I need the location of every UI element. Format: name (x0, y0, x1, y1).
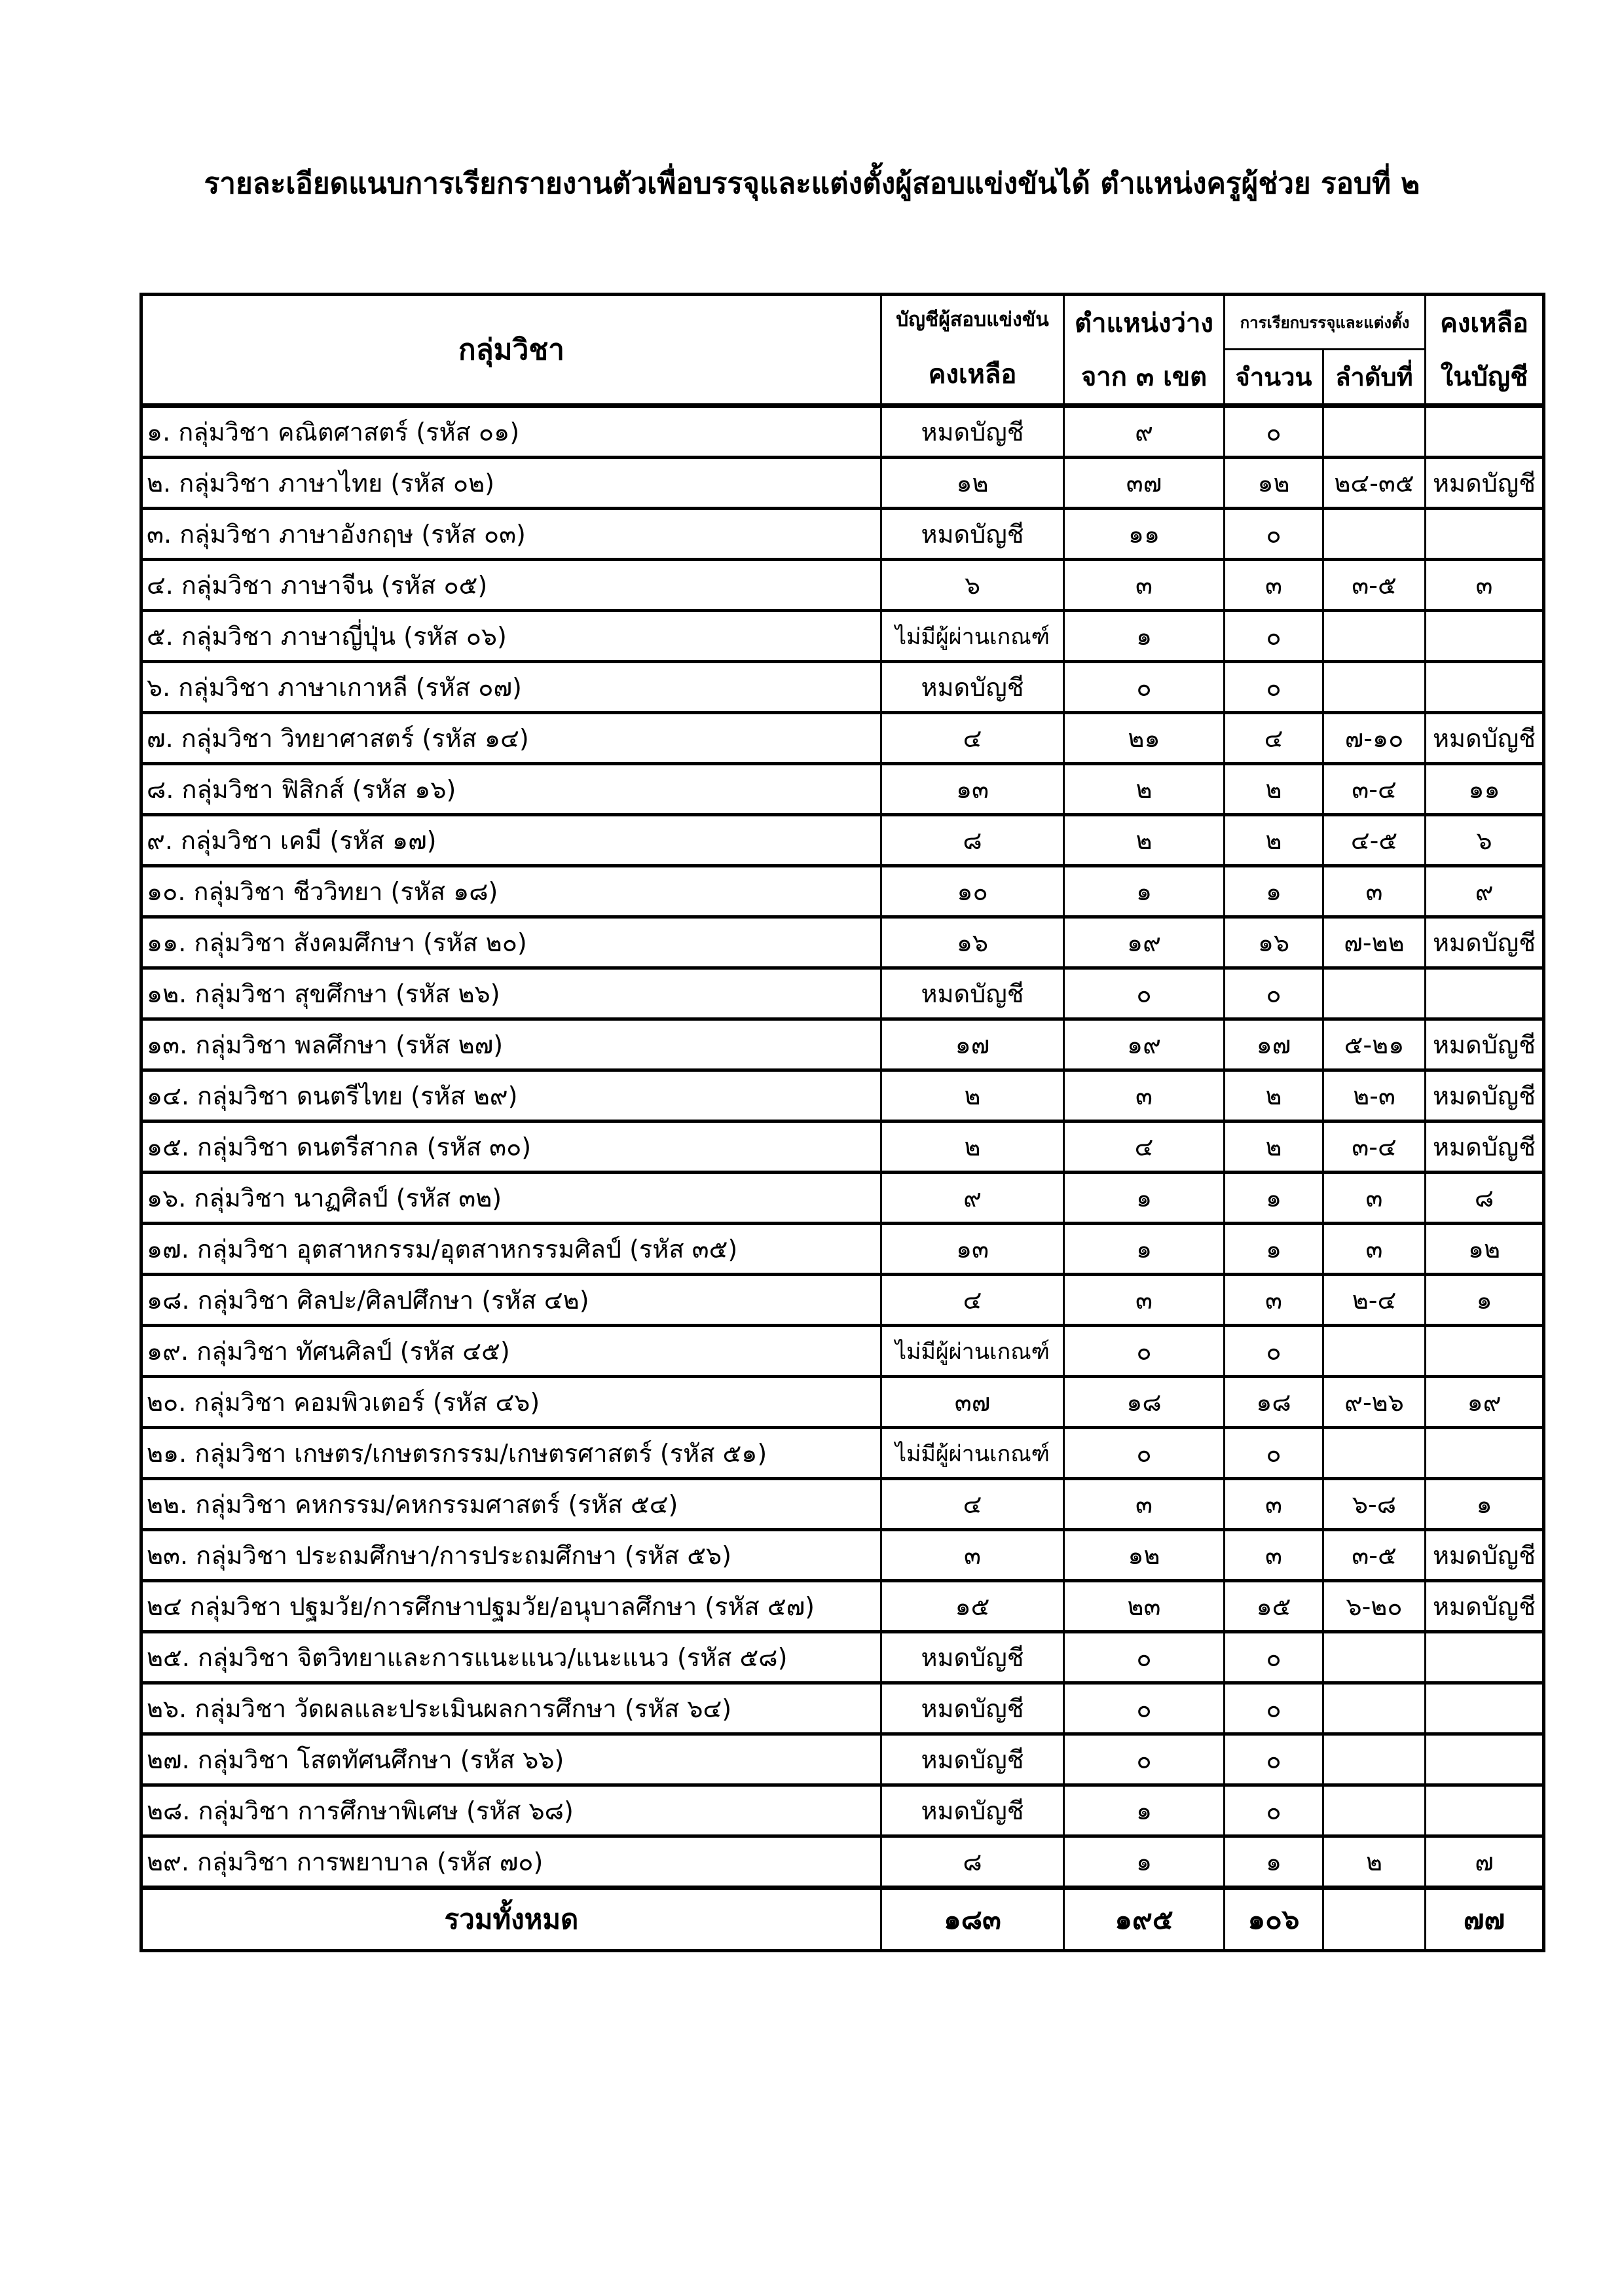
cell-order: ๒๔-๓๕ (1323, 458, 1426, 509)
table-header (141, 295, 1544, 406)
cell-vacant: ๐ (1064, 1632, 1225, 1683)
table-row (141, 1275, 1544, 1326)
cell-order: ๒-๓ (1323, 1070, 1426, 1121)
cell-count: ๐ (1225, 406, 1323, 458)
total-row (141, 1888, 1544, 1951)
cell-remaining: หมดบัญชี (1426, 1581, 1544, 1632)
cell-order (1323, 1632, 1426, 1683)
cell-order (1323, 611, 1426, 662)
cell-vacant: ๐ (1064, 1428, 1225, 1479)
cell-subject: ๒๗. กลุ่มวิชา โสตทัศนศึกษา (รหัส ๖๖) (141, 1734, 881, 1785)
cell-list-remaining: หมดบัญชี (881, 406, 1064, 458)
cell-remaining (1426, 406, 1544, 458)
cell-list-remaining: ๑๖ (881, 917, 1064, 968)
table-row (141, 662, 1544, 713)
table-row (141, 1734, 1544, 1785)
cell-order: ๖-๒๐ (1323, 1581, 1426, 1632)
cell-count: ๓ (1225, 560, 1323, 611)
cell-remaining (1426, 968, 1544, 1019)
table-row (141, 1326, 1544, 1377)
header-vacant-line1: ตำแหน่งว่าง (1075, 308, 1213, 338)
table-row (141, 866, 1544, 917)
cell-list-remaining: ๘ (881, 815, 1064, 866)
cell-list-remaining: ๑๓ (881, 1224, 1064, 1275)
cell-remaining (1426, 662, 1544, 713)
cell-list-remaining: หมดบัญชี (881, 1632, 1064, 1683)
table-row (141, 458, 1544, 509)
cell-order: ๓ (1323, 866, 1426, 917)
table-row (141, 1121, 1544, 1173)
cell-count: ๐ (1225, 611, 1323, 662)
cell-vacant: ๐ (1064, 968, 1225, 1019)
cell-remaining (1426, 1428, 1544, 1479)
cell-vacant: ๔ (1064, 1121, 1225, 1173)
table-row (141, 1836, 1544, 1888)
cell-vacant: ๑ (1064, 1785, 1225, 1836)
cell-subject: ๑๐. กลุ่มวิชา ชีววิทยา (รหัส ๑๘) (141, 866, 881, 917)
cell-vacant: ๐ (1064, 662, 1225, 713)
cell-remaining: หมดบัญชี (1426, 1070, 1544, 1121)
cell-order (1323, 968, 1426, 1019)
table-row (141, 1683, 1544, 1734)
cell-remaining (1426, 611, 1544, 662)
cell-order: ๖-๘ (1323, 1479, 1426, 1530)
cell-remaining: หมดบัญชี (1426, 1019, 1544, 1070)
table-row (141, 815, 1544, 866)
header-remaining-line2: ในบัญชี (1440, 362, 1528, 392)
cell-count: ๒ (1225, 1070, 1323, 1121)
header-subject: กลุ่มวิชา (141, 295, 881, 406)
header-vacant (1064, 295, 1225, 406)
table-row (141, 1530, 1544, 1581)
cell-subject: ๑๓. กลุ่มวิชา พลศึกษา (รหัส ๒๗) (141, 1019, 881, 1070)
cell-vacant: ๒ (1064, 764, 1225, 815)
cell-vacant: ๓ (1064, 1070, 1225, 1121)
cell-subject: ๒๓. กลุ่มวิชา ประถมศึกษา/การประถมศึกษา (รหัส ๕๖) (141, 1530, 881, 1581)
cell-vacant: ๑ (1064, 1224, 1225, 1275)
cell-remaining: ๓ (1426, 560, 1544, 611)
cell-count: ๐ (1225, 1683, 1323, 1734)
cell-vacant: ๒๓ (1064, 1581, 1225, 1632)
page-title: รายละเอียดแนบการเรียกรายงานตัวเพื่อบรรจุและแต่งตั้งผู้สอบแข่งขันได้ ตำแหน่งครูผู้ช่วย รอบที่ ๒ (204, 167, 1420, 200)
cell-count: ๑ (1225, 1836, 1323, 1888)
cell-list-remaining: ไม่มีผู้ผ่านเกณฑ์ (881, 611, 1064, 662)
cell-vacant: ๑๘ (1064, 1377, 1225, 1428)
cell-order: ๗-๑๐ (1323, 713, 1426, 764)
cell-remaining (1426, 1326, 1544, 1377)
recruitment-table (139, 293, 1545, 1952)
cell-count: ๐ (1225, 662, 1323, 713)
cell-count: ๓ (1225, 1275, 1323, 1326)
table-row (141, 764, 1544, 815)
header-list-remaining-line2: คงเหลือ (928, 359, 1017, 390)
cell-list-remaining: หมดบัญชี (881, 509, 1064, 560)
cell-vacant: ๑๑ (1064, 509, 1225, 560)
cell-order: ๙-๒๖ (1323, 1377, 1426, 1428)
cell-list-remaining: ไม่มีผู้ผ่านเกณฑ์ (881, 1326, 1064, 1377)
total-count: ๑๐๖ (1225, 1888, 1323, 1951)
cell-list-remaining: ๑๕ (881, 1581, 1064, 1632)
table-row (141, 968, 1544, 1019)
cell-list-remaining: ๓๗ (881, 1377, 1064, 1428)
cell-remaining: หมดบัญชี (1426, 458, 1544, 509)
cell-vacant: ๑๙ (1064, 917, 1225, 968)
cell-vacant: ๑ (1064, 1836, 1225, 1888)
total-list-remaining: ๑๘๓ (881, 1888, 1064, 1951)
cell-order (1323, 1326, 1426, 1377)
cell-remaining: ๘ (1426, 1173, 1544, 1224)
cell-subject: ๑๕. กลุ่มวิชา ดนตรีสากล (รหัส ๓๐) (141, 1121, 881, 1173)
cell-remaining: หมดบัญชี (1426, 1121, 1544, 1173)
cell-list-remaining: ๒ (881, 1121, 1064, 1173)
cell-vacant: ๐ (1064, 1683, 1225, 1734)
cell-subject: ๒๖. กลุ่มวิชา วัดผลและประเมินผลการศึกษา (รหัส ๖๔) (141, 1683, 881, 1734)
cell-order: ๓-๕ (1323, 1530, 1426, 1581)
cell-remaining: ๖ (1426, 815, 1544, 866)
cell-count: ๒ (1225, 815, 1323, 866)
header-remaining-line1: คงเหลือ (1440, 308, 1528, 338)
cell-order: ๓-๔ (1323, 764, 1426, 815)
cell-list-remaining: ๔ (881, 1275, 1064, 1326)
cell-list-remaining: ๑๒ (881, 458, 1064, 509)
cell-order: ๓-๔ (1323, 1121, 1426, 1173)
cell-count: ๐ (1225, 1632, 1323, 1683)
cell-vacant: ๑๒ (1064, 1530, 1225, 1581)
cell-remaining: ๗ (1426, 1836, 1544, 1888)
cell-remaining: หมดบัญชี (1426, 1530, 1544, 1581)
cell-count: ๒ (1225, 1121, 1323, 1173)
cell-order: ๓-๕ (1323, 560, 1426, 611)
cell-list-remaining: ไม่มีผู้ผ่านเกณฑ์ (881, 1428, 1064, 1479)
cell-remaining (1426, 1785, 1544, 1836)
total-label: รวมทั้งหมด (141, 1888, 881, 1951)
cell-order (1323, 1683, 1426, 1734)
cell-count: ๒ (1225, 764, 1323, 815)
cell-vacant: ๒ (1064, 815, 1225, 866)
cell-list-remaining: หมดบัญชี (881, 1785, 1064, 1836)
cell-count: ๓ (1225, 1479, 1323, 1530)
cell-list-remaining: ๙ (881, 1173, 1064, 1224)
cell-remaining: ๑ (1426, 1275, 1544, 1326)
cell-remaining (1426, 1632, 1544, 1683)
cell-list-remaining: ๒ (881, 1070, 1064, 1121)
cell-list-remaining: ๑๓ (881, 764, 1064, 815)
cell-subject: ๕. กลุ่มวิชา ภาษาญี่ปุ่น (รหัส ๐๖) (141, 611, 881, 662)
table-row (141, 560, 1544, 611)
table-row (141, 1173, 1544, 1224)
cell-count: ๑๒ (1225, 458, 1323, 509)
cell-subject: ๑๗. กลุ่มวิชา อุตสาหกรรม/อุตสาหกรรมศิลป์ (รหัส ๓๕) (141, 1224, 881, 1275)
cell-count: ๓ (1225, 1530, 1323, 1581)
cell-order: ๒ (1323, 1836, 1426, 1888)
header-appointment-order: ลำดับที่ (1323, 350, 1426, 406)
cell-subject: ๗. กลุ่มวิชา วิทยาศาสตร์ (รหัส ๑๔) (141, 713, 881, 764)
cell-count: ๐ (1225, 968, 1323, 1019)
cell-subject: ๘. กลุ่มวิชา ฟิสิกส์ (รหัส ๑๖) (141, 764, 881, 815)
cell-remaining (1426, 509, 1544, 560)
cell-count: ๑ (1225, 1224, 1323, 1275)
cell-order (1323, 1734, 1426, 1785)
table-row (141, 1377, 1544, 1428)
cell-count: ๑๗ (1225, 1019, 1323, 1070)
cell-vacant: ๒๑ (1064, 713, 1225, 764)
total-vacant: ๑๙๕ (1064, 1888, 1225, 1951)
cell-subject: ๔. กลุ่มวิชา ภาษาจีน (รหัส ๐๕) (141, 560, 881, 611)
total-order (1323, 1888, 1426, 1951)
cell-count: ๐ (1225, 1428, 1323, 1479)
cell-list-remaining: หมดบัญชี (881, 968, 1064, 1019)
cell-remaining (1426, 1683, 1544, 1734)
cell-vacant: ๓ (1064, 1275, 1225, 1326)
cell-vacant: ๑ (1064, 611, 1225, 662)
table-row (141, 1224, 1544, 1275)
table-row (141, 1428, 1544, 1479)
cell-count: ๑๖ (1225, 917, 1323, 968)
cell-subject: ๑๒. กลุ่มวิชา สุขศึกษา (รหัส ๒๖) (141, 968, 881, 1019)
cell-count: ๐ (1225, 1734, 1323, 1785)
cell-subject: ๒๕. กลุ่มวิชา จิตวิทยาและการแนะแนว/แนะแนว (รหัส ๕๘) (141, 1632, 881, 1683)
table-row (141, 1479, 1544, 1530)
header-list-remaining (881, 295, 1064, 406)
cell-vacant: ๓๗ (1064, 458, 1225, 509)
cell-remaining: ๙ (1426, 866, 1544, 917)
cell-subject: ๓. กลุ่มวิชา ภาษาอังกฤษ (รหัส ๐๓) (141, 509, 881, 560)
cell-subject: ๑๙. กลุ่มวิชา ทัศนศิลป์ (รหัส ๔๕) (141, 1326, 881, 1377)
cell-count: ๑ (1225, 866, 1323, 917)
cell-order: ๕-๒๑ (1323, 1019, 1426, 1070)
cell-vacant: ๐ (1064, 1326, 1225, 1377)
table-row (141, 1785, 1544, 1836)
cell-subject: ๙. กลุ่มวิชา เคมี (รหัส ๑๗) (141, 815, 881, 866)
cell-vacant: ๑ (1064, 1173, 1225, 1224)
cell-subject: ๒๙. กลุ่มวิชา การพยาบาล (รหัส ๗๐) (141, 1836, 881, 1888)
total-remaining: ๗๗ (1426, 1888, 1544, 1951)
cell-remaining: ๑ (1426, 1479, 1544, 1530)
cell-subject: ๒๒. กลุ่มวิชา คหกรรม/คหกรรมศาสตร์ (รหัส ๕๔) (141, 1479, 881, 1530)
cell-count: ๐ (1225, 1785, 1323, 1836)
cell-subject: ๑๖. กลุ่มวิชา นาฏศิลป์ (รหัส ๓๒) (141, 1173, 881, 1224)
cell-subject: ๒๑. กลุ่มวิชา เกษตร/เกษตรกรรม/เกษตรศาสตร์ (รหัส ๕๑) (141, 1428, 881, 1479)
cell-list-remaining: หมดบัญชี (881, 1734, 1064, 1785)
cell-count: ๐ (1225, 509, 1323, 560)
table-body (141, 406, 1544, 1951)
cell-remaining: ๑๒ (1426, 1224, 1544, 1275)
table-row (141, 917, 1544, 968)
cell-remaining: ๑๑ (1426, 764, 1544, 815)
cell-order (1323, 1428, 1426, 1479)
cell-list-remaining: หมดบัญชี (881, 1683, 1064, 1734)
cell-vacant: ๓ (1064, 1479, 1225, 1530)
cell-list-remaining: ๑๗ (881, 1019, 1064, 1070)
cell-order: ๓ (1323, 1173, 1426, 1224)
table-row (141, 713, 1544, 764)
cell-subject: ๑. กลุ่มวิชา คณิตศาสตร์ (รหัส ๐๑) (141, 406, 881, 458)
cell-order: ๒-๔ (1323, 1275, 1426, 1326)
cell-count: ๑๘ (1225, 1377, 1323, 1428)
cell-list-remaining: ๖ (881, 560, 1064, 611)
header-appointment-group: การเรียกบรรจุและแต่งตั้ง (1225, 295, 1426, 350)
cell-order (1323, 509, 1426, 560)
cell-remaining (1426, 1734, 1544, 1785)
cell-order (1323, 1785, 1426, 1836)
header-list-remaining-line1: บัญชีผู้สอบแข่งขัน (896, 308, 1049, 332)
table-row (141, 509, 1544, 560)
cell-remaining: หมดบัญชี (1426, 917, 1544, 968)
cell-order (1323, 406, 1426, 458)
table-row (141, 1019, 1544, 1070)
header-remaining (1426, 295, 1544, 406)
cell-list-remaining: ๓ (881, 1530, 1064, 1581)
cell-order: ๓ (1323, 1224, 1426, 1275)
cell-vacant: ๐ (1064, 1734, 1225, 1785)
cell-vacant: ๙ (1064, 406, 1225, 458)
cell-count: ๔ (1225, 713, 1323, 764)
cell-count: ๑๕ (1225, 1581, 1323, 1632)
cell-list-remaining: ๔ (881, 1479, 1064, 1530)
cell-vacant: ๑๙ (1064, 1019, 1225, 1070)
cell-order: ๔-๕ (1323, 815, 1426, 866)
cell-count: ๐ (1225, 1326, 1323, 1377)
cell-subject: ๒๘. กลุ่มวิชา การศึกษาพิเศษ (รหัส ๖๘) (141, 1785, 881, 1836)
cell-subject: ๖. กลุ่มวิชา ภาษาเกาหลี (รหัส ๐๗) (141, 662, 881, 713)
cell-remaining: ๑๙ (1426, 1377, 1544, 1428)
header-appointment-count: จำนวน (1225, 350, 1323, 406)
cell-subject: ๑๔. กลุ่มวิชา ดนตรีไทย (รหัส ๒๙) (141, 1070, 881, 1121)
cell-subject: ๒๐. กลุ่มวิชา คอมพิวเตอร์ (รหัส ๔๖) (141, 1377, 881, 1428)
cell-order (1323, 662, 1426, 713)
cell-order: ๗-๒๒ (1323, 917, 1426, 968)
header-vacant-line2: จาก ๓ เขต (1080, 362, 1208, 392)
cell-count: ๑ (1225, 1173, 1323, 1224)
cell-subject: ๑๑. กลุ่มวิชา สังคมศึกษา (รหัส ๒๐) (141, 917, 881, 968)
cell-vacant: ๓ (1064, 560, 1225, 611)
table-row (141, 611, 1544, 662)
table-row (141, 1070, 1544, 1121)
cell-list-remaining: ๑๐ (881, 866, 1064, 917)
cell-subject: ๒๔ กลุ่มวิชา ปฐมวัย/การศึกษาปฐมวัย/อนุบาลศึกษา (รหัส ๕๗) (141, 1581, 881, 1632)
cell-list-remaining: ๔ (881, 713, 1064, 764)
cell-remaining: หมดบัญชี (1426, 713, 1544, 764)
cell-subject: ๒. กลุ่มวิชา ภาษาไทย (รหัส ๐๒) (141, 458, 881, 509)
table-row (141, 1632, 1544, 1683)
cell-subject: ๑๘. กลุ่มวิชา ศิลปะ/ศิลปศึกษา (รหัส ๔๒) (141, 1275, 881, 1326)
table-row (141, 1581, 1544, 1632)
cell-list-remaining: ๘ (881, 1836, 1064, 1888)
cell-vacant: ๑ (1064, 866, 1225, 917)
table-row (141, 406, 1544, 458)
cell-list-remaining: หมดบัญชี (881, 662, 1064, 713)
